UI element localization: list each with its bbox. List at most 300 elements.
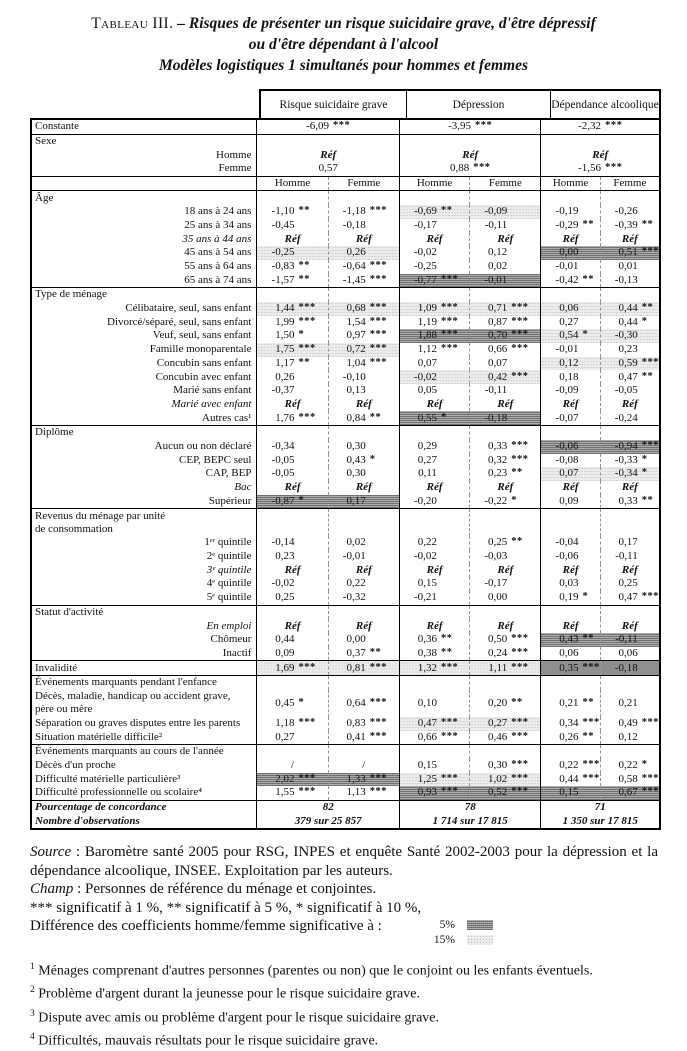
coef-cell: 0,26 bbox=[328, 246, 399, 260]
cell bbox=[399, 191, 469, 205]
row-label: 4ᵉ quintile bbox=[206, 577, 252, 590]
row-label: En emploi bbox=[206, 619, 252, 632]
coef-cell: 0,38 ** bbox=[399, 647, 469, 661]
coef-cell: -0,06 bbox=[541, 440, 600, 454]
row-label: CEP, BEPC seul bbox=[179, 453, 252, 466]
column-group-header-depression: Dépression bbox=[406, 91, 550, 118]
coef-cell: Réf bbox=[257, 619, 328, 633]
legend-row-5pct: 5% bbox=[434, 917, 493, 932]
table-row bbox=[31, 759, 660, 773]
column-group-header-alcool: Dépendance alcoolique bbox=[550, 91, 659, 118]
coef-cell: Réf bbox=[600, 481, 660, 495]
coef-cell: 0,49 *** bbox=[600, 717, 660, 731]
coef-cell: -0,18 bbox=[328, 219, 399, 233]
table-row bbox=[31, 119, 660, 134]
cell bbox=[541, 745, 600, 759]
coef-cell: -0,01 bbox=[328, 550, 399, 564]
coef-cell: -0,26 bbox=[600, 205, 660, 219]
table-row bbox=[31, 815, 660, 830]
column-group-headers bbox=[259, 89, 661, 118]
table-row bbox=[31, 148, 660, 162]
coef-cell: Réf bbox=[470, 481, 541, 495]
row-label: Séparation ou graves disputes entre les parents bbox=[35, 716, 241, 729]
coef-cell: -0,29 ** bbox=[541, 219, 600, 233]
table-row bbox=[31, 191, 660, 205]
coef-cell: -0,07 bbox=[541, 411, 600, 425]
coef-cell: -0,33 * bbox=[600, 454, 660, 468]
summary-cell: 379 sur 25 857 bbox=[257, 815, 399, 830]
coef-cell: 0,59 *** bbox=[600, 357, 660, 371]
cell bbox=[600, 605, 660, 619]
coef-cell: -0,18 bbox=[600, 661, 660, 676]
coef-cell: 0,13 bbox=[328, 384, 399, 398]
coef-cell: 0,19 * bbox=[541, 591, 600, 605]
table-row bbox=[31, 411, 660, 425]
cell bbox=[328, 676, 399, 690]
cell bbox=[257, 745, 328, 759]
summary-cell: 1 714 sur 17 815 bbox=[399, 815, 541, 830]
row-label: Bac bbox=[234, 481, 252, 494]
coef-cell: 1,13 *** bbox=[328, 786, 399, 800]
row-label: Difficulté professionnelle ou scolaire⁴ bbox=[35, 786, 203, 799]
coef-cell: 0,05 bbox=[399, 384, 469, 398]
row-label: Aucun ou non déclaré bbox=[154, 439, 252, 452]
table-row bbox=[31, 219, 660, 233]
coef-cell: -6,09 *** bbox=[257, 119, 399, 134]
coef-cell: Réf bbox=[328, 619, 399, 633]
coef-cell: -0,01 bbox=[541, 343, 600, 357]
row-label: Veuf, seul, sans enfant bbox=[152, 329, 252, 342]
source-note: Source : Baromètre santé 2005 pour RSG, INPES et enquête Santé 2002-2003 pour la dépression et la dépendance alcoolique, INSEE. Exploitation par les auteurs. bbox=[30, 844, 658, 879]
cell bbox=[399, 426, 469, 440]
coef-cell: 2,02 *** bbox=[257, 773, 328, 787]
summary-cell: 1 350 sur 17 815 bbox=[541, 815, 660, 830]
coef-cell: Réf bbox=[600, 564, 660, 578]
coef-cell: Réf bbox=[399, 619, 469, 633]
coef-cell: -0,17 bbox=[399, 219, 469, 233]
table-row bbox=[31, 233, 660, 247]
coef-cell: -0,11 bbox=[600, 633, 660, 647]
section-header: Âge bbox=[31, 191, 257, 205]
coef-cell: Réf bbox=[257, 398, 328, 412]
coef-cell: -0,14 bbox=[257, 536, 328, 550]
cell bbox=[541, 426, 600, 440]
table-row bbox=[31, 467, 660, 481]
coef-cell: -0,22 * bbox=[470, 495, 541, 509]
coef-cell: 1,25 *** bbox=[399, 773, 469, 787]
title-dash: – bbox=[177, 15, 185, 32]
row-label: Marié sans enfant bbox=[173, 384, 252, 397]
row-label: Pourcentage de concordance bbox=[31, 800, 257, 814]
coef-cell: 0,17 bbox=[328, 495, 399, 509]
coef-cell: Réf bbox=[328, 481, 399, 495]
table-row bbox=[31, 384, 660, 398]
subcolumn-header: Homme bbox=[257, 176, 328, 191]
coef-cell: 0,22 bbox=[328, 577, 399, 591]
table-row bbox=[31, 661, 660, 676]
title-line-2: ou d'être dépendant à l'alcool bbox=[248, 36, 439, 53]
cell bbox=[328, 288, 399, 302]
coef-cell: 0,18 bbox=[541, 370, 600, 384]
footnote-1: $^1$ Ménages comprenant d'autres personnes (parentes ou non) que le conjoint ou les enfants éventuels. bbox=[30, 962, 593, 979]
cell bbox=[328, 426, 399, 440]
subcolumn-header: Homme bbox=[399, 176, 469, 191]
table-number: Tableau III. bbox=[91, 15, 174, 32]
row-label: Célibataire, seul, sans enfant bbox=[125, 302, 252, 315]
coef-cell: -0,18 bbox=[470, 411, 541, 425]
coef-cell: Réf bbox=[399, 233, 469, 247]
coef-cell: -2,32 *** bbox=[541, 119, 660, 134]
coef-cell: 0,71 *** bbox=[470, 302, 541, 316]
coef-cell: 0,02 bbox=[470, 260, 541, 274]
cell bbox=[470, 605, 541, 619]
row-label: 65 ans à 74 ans bbox=[184, 273, 252, 286]
coef-cell: Réf bbox=[399, 564, 469, 578]
coef-cell: 1,54 *** bbox=[328, 316, 399, 330]
coef-cell: -0,39 ** bbox=[600, 219, 660, 233]
cell bbox=[257, 134, 399, 148]
summary-cell: 82 bbox=[257, 800, 399, 814]
coef-cell: 0,37 ** bbox=[328, 647, 399, 661]
coef-cell: -0,08 bbox=[541, 454, 600, 468]
coef-cell: -0,19 bbox=[541, 205, 600, 219]
coef-cell: 0,42 *** bbox=[470, 370, 541, 384]
coef-cell: Réf bbox=[470, 398, 541, 412]
table-row bbox=[31, 550, 660, 564]
coef-cell: 0,84 ** bbox=[328, 411, 399, 425]
coef-cell: 0,55 * bbox=[399, 411, 469, 425]
coef-cell: / bbox=[257, 759, 328, 773]
table-row bbox=[31, 162, 660, 176]
coef-cell: 0,87 *** bbox=[470, 316, 541, 330]
summary-cell: 71 bbox=[541, 800, 660, 814]
shading-legend bbox=[434, 917, 493, 947]
coef-cell: 0,58 *** bbox=[600, 773, 660, 787]
coef-cell: 1,88 *** bbox=[399, 329, 469, 343]
coef-cell: -0,32 bbox=[328, 591, 399, 605]
coef-cell: 0,07 bbox=[470, 357, 541, 371]
coef-cell: -0,02 bbox=[399, 550, 469, 564]
table-row bbox=[31, 564, 660, 578]
coef-cell: 0,47 *** bbox=[600, 591, 660, 605]
coef-cell: Réf bbox=[470, 233, 541, 247]
table-row bbox=[31, 176, 660, 191]
cell bbox=[257, 288, 328, 302]
coef-cell: 0,33 *** bbox=[470, 440, 541, 454]
cell bbox=[541, 191, 600, 205]
cell bbox=[399, 509, 469, 537]
table-row bbox=[31, 357, 660, 371]
cell bbox=[470, 288, 541, 302]
table-row bbox=[31, 633, 660, 647]
coef-cell: -0,45 bbox=[257, 219, 328, 233]
coef-cell: 0,06 bbox=[600, 647, 660, 661]
cell bbox=[399, 134, 541, 148]
table-row bbox=[31, 509, 660, 537]
cell bbox=[328, 509, 399, 537]
row-label: Supérieur bbox=[208, 494, 252, 507]
cell bbox=[541, 605, 600, 619]
coef-cell: Réf bbox=[541, 398, 600, 412]
coef-cell: 0,64 *** bbox=[328, 690, 399, 717]
coef-cell: 0,11 bbox=[399, 467, 469, 481]
coef-cell: Réf bbox=[399, 148, 541, 162]
table-row bbox=[31, 495, 660, 509]
coef-cell: 0,22 * bbox=[600, 759, 660, 773]
table-row bbox=[31, 481, 660, 495]
coef-cell: -0,24 bbox=[600, 411, 660, 425]
coef-cell: -0,34 bbox=[257, 440, 328, 454]
coef-cell: -1,18 *** bbox=[328, 205, 399, 219]
table-row bbox=[31, 676, 660, 690]
coef-cell: 0,67 *** bbox=[600, 786, 660, 800]
coef-cell: -0,01 bbox=[470, 274, 541, 288]
coef-cell: -0,09 bbox=[541, 384, 600, 398]
coef-cell: 1,11 *** bbox=[470, 661, 541, 676]
coef-cell: 1,55 *** bbox=[257, 786, 328, 800]
coef-cell: Réf bbox=[328, 233, 399, 247]
table-row bbox=[31, 745, 660, 759]
coef-cell: 0,22 *** bbox=[541, 759, 600, 773]
coef-cell: 0,06 bbox=[541, 302, 600, 316]
footnotes bbox=[30, 958, 670, 1051]
coef-cell: Réf bbox=[600, 398, 660, 412]
subcolumn-header: Femme bbox=[328, 176, 399, 191]
coef-cell: -0,02 bbox=[257, 577, 328, 591]
coef-cell: Réf bbox=[257, 148, 399, 162]
coef-cell: 0,03 bbox=[541, 577, 600, 591]
row-label: Homme bbox=[216, 148, 252, 161]
table-row bbox=[31, 134, 660, 148]
coef-cell: 0,01 bbox=[600, 260, 660, 274]
coef-cell: Réf bbox=[541, 564, 600, 578]
cell bbox=[328, 191, 399, 205]
row-label: Nombre d'observations bbox=[35, 814, 140, 827]
coef-cell: 0,72 *** bbox=[328, 343, 399, 357]
table-row bbox=[31, 426, 660, 440]
table-row bbox=[31, 536, 660, 550]
cell bbox=[600, 191, 660, 205]
coef-cell: Réf bbox=[328, 564, 399, 578]
results-table bbox=[30, 89, 661, 830]
coef-cell: Réf bbox=[600, 233, 660, 247]
coef-cell: 0,23 bbox=[600, 343, 660, 357]
row-label: Décès, maladie, handicap ou accident grave, père ou mère bbox=[35, 690, 231, 716]
coef-cell: 0,15 bbox=[399, 759, 469, 773]
coef-cell: 0,83 *** bbox=[328, 717, 399, 731]
coef-cell: -1,45 *** bbox=[328, 274, 399, 288]
table-notes bbox=[30, 843, 658, 947]
row-label: 25 ans à 34 ans bbox=[184, 218, 252, 231]
table-row bbox=[31, 274, 660, 288]
coef-cell: Réf bbox=[399, 481, 469, 495]
coef-cell: 1,33 *** bbox=[328, 773, 399, 787]
table-row bbox=[31, 731, 660, 745]
cell bbox=[328, 745, 399, 759]
coef-cell: 0,47 ** bbox=[600, 370, 660, 384]
coef-cell: -3,95 *** bbox=[399, 119, 541, 134]
table-row bbox=[31, 605, 660, 619]
coef-cell: 0,30 bbox=[328, 440, 399, 454]
coef-cell: 1,50 * bbox=[257, 329, 328, 343]
significance-note: *** significatif à 1 %, ** significatif à 5 %, * significatif à 10 %, bbox=[30, 899, 422, 916]
coef-cell: 0,27 bbox=[399, 454, 469, 468]
coef-cell: -0,17 bbox=[470, 577, 541, 591]
coef-cell: / bbox=[328, 759, 399, 773]
row-label: Femme bbox=[218, 162, 252, 175]
coef-cell: 1,02 *** bbox=[470, 773, 541, 787]
coef-cell: 0,36 ** bbox=[399, 633, 469, 647]
section-header: Type de ménage bbox=[31, 288, 257, 302]
row-label: 2ᵉ quintile bbox=[206, 550, 252, 563]
coef-cell: -1,10 ** bbox=[257, 205, 328, 219]
coef-cell: 0,34 *** bbox=[541, 717, 600, 731]
subcolumn-header: Femme bbox=[470, 176, 541, 191]
coef-cell: 0,23 ** bbox=[470, 467, 541, 481]
coef-cell: 0,00 bbox=[470, 591, 541, 605]
section-header: Diplôme bbox=[31, 426, 257, 440]
row-label: 5ᵉ quintile bbox=[206, 591, 252, 604]
coef-cell: -0,02 bbox=[399, 370, 469, 384]
subcolumn-header: Homme bbox=[541, 176, 600, 191]
coef-cell: Réf bbox=[470, 619, 541, 633]
coef-cell: 1,75 *** bbox=[257, 343, 328, 357]
row-label: Chômeur bbox=[210, 633, 252, 646]
cell bbox=[600, 745, 660, 759]
coef-cell: Réf bbox=[541, 148, 660, 162]
subcolumn-header: Femme bbox=[600, 176, 660, 191]
coef-cell: 1,09 *** bbox=[399, 302, 469, 316]
cell bbox=[600, 509, 660, 537]
cell bbox=[470, 676, 541, 690]
row-label: Marié avec enfant bbox=[171, 397, 252, 410]
coef-cell: 0,57 bbox=[257, 162, 399, 176]
coef-cell: -0,25 bbox=[399, 260, 469, 274]
column-group-header-rsg: Risque suicidaire grave bbox=[279, 98, 388, 111]
section-header: Événements marquants au cours de l'année bbox=[31, 745, 257, 759]
coef-cell: 0,27 *** bbox=[470, 717, 541, 731]
coef-cell: 1,99 *** bbox=[257, 316, 328, 330]
coef-cell: -0,05 bbox=[600, 384, 660, 398]
coef-cell: -0,01 bbox=[541, 260, 600, 274]
row-label: Constante bbox=[35, 120, 79, 133]
cell bbox=[541, 509, 600, 537]
cell bbox=[470, 745, 541, 759]
coef-cell: Réf bbox=[541, 619, 600, 633]
cell bbox=[470, 509, 541, 537]
coef-cell: Réf bbox=[470, 564, 541, 578]
coef-cell: 0,25 bbox=[257, 591, 328, 605]
cell bbox=[31, 176, 257, 191]
coef-cell: Réf bbox=[541, 481, 600, 495]
table-row bbox=[31, 343, 660, 357]
cell bbox=[257, 605, 328, 619]
table-row bbox=[31, 205, 660, 219]
row-label: Inactif bbox=[222, 646, 252, 659]
footnote-2: $^2$ Problème d'argent durant la jeunesse pour le risque suicidaire grave. bbox=[30, 985, 420, 1003]
cell bbox=[328, 605, 399, 619]
coef-cell: 0,23 bbox=[257, 550, 328, 564]
coef-cell: 0,25 ** bbox=[470, 536, 541, 550]
coef-cell: -0,11 bbox=[470, 384, 541, 398]
title-line-3: Modèles logistiques 1 simultanés pour hommes et femmes bbox=[158, 57, 528, 74]
coef-cell: -0,11 bbox=[600, 550, 660, 564]
coef-cell: 0,97 *** bbox=[328, 329, 399, 343]
coef-cell: 0,26 ** bbox=[541, 731, 600, 745]
row-label: 35 ans à 44 ans bbox=[182, 232, 252, 245]
coef-cell: 1,12 *** bbox=[399, 343, 469, 357]
coef-cell: 0,66 *** bbox=[399, 731, 469, 745]
coef-cell: -0,64 *** bbox=[328, 260, 399, 274]
coef-cell: -0,20 bbox=[399, 495, 469, 509]
coef-cell: 0,54 * bbox=[541, 329, 600, 343]
table-row bbox=[31, 690, 660, 717]
difference-note: Différence des coefficients homme/femme significative à : 5% 15% bbox=[30, 917, 658, 947]
coef-cell: -0,37 bbox=[257, 384, 328, 398]
row-label: Concubin sans enfant bbox=[156, 356, 252, 369]
cell bbox=[600, 288, 660, 302]
coef-cell: 0,25 bbox=[600, 577, 660, 591]
coef-cell: 0,47 *** bbox=[399, 717, 469, 731]
row-label: Situation matérielle difficile² bbox=[35, 730, 163, 743]
table-row bbox=[31, 773, 660, 787]
coef-cell: 0,17 bbox=[600, 536, 660, 550]
row-label: CAP, BEP bbox=[205, 467, 252, 480]
row-label: Famille monoparentale bbox=[149, 343, 252, 356]
coef-cell: -0,05 bbox=[257, 454, 328, 468]
cell bbox=[399, 288, 469, 302]
coef-cell: 0,12 bbox=[541, 357, 600, 371]
coef-cell: -0,05 bbox=[257, 467, 328, 481]
coef-cell: 0,22 bbox=[399, 536, 469, 550]
table-row bbox=[31, 288, 660, 302]
row-label: Difficulté matérielle particulière³ bbox=[35, 772, 181, 785]
coefficients-table bbox=[30, 118, 661, 830]
table-row bbox=[31, 619, 660, 633]
coef-cell: -0,94 *** bbox=[600, 440, 660, 454]
table-row bbox=[31, 577, 660, 591]
coef-cell: 0,21 bbox=[600, 690, 660, 717]
row-label: 1ᵉʳ quintile bbox=[204, 536, 252, 549]
coef-cell: 0,15 bbox=[541, 786, 600, 800]
coef-cell: 0,81 *** bbox=[328, 661, 399, 676]
coef-cell: 0,32 *** bbox=[470, 454, 541, 468]
coef-cell: Réf bbox=[600, 619, 660, 633]
footnote-4: $^4$ Difficultés, mauvais résultats pour le risque suicidaire grave. bbox=[30, 1031, 379, 1049]
section-header: Revenus du ménage par unité de consommation bbox=[31, 509, 257, 537]
coef-cell: 1,76 *** bbox=[257, 411, 328, 425]
cell bbox=[257, 509, 328, 537]
row-label: Invalidité bbox=[31, 661, 257, 676]
table-row bbox=[31, 316, 660, 330]
coef-cell: 0,33 ** bbox=[600, 495, 660, 509]
coef-cell: 1,04 *** bbox=[328, 357, 399, 371]
coef-cell: 0,00 bbox=[541, 246, 600, 260]
section-header: Événements marquants pendant l'enfance bbox=[31, 676, 257, 690]
row-label: Autres cas¹ bbox=[202, 411, 252, 424]
coef-cell: 1,32 *** bbox=[399, 661, 469, 676]
table-row bbox=[31, 370, 660, 384]
cell bbox=[257, 426, 328, 440]
coef-cell: -0,03 bbox=[470, 550, 541, 564]
coef-cell: Réf bbox=[399, 398, 469, 412]
cell bbox=[541, 676, 600, 690]
table-row bbox=[31, 302, 660, 316]
coef-cell: Réf bbox=[257, 233, 328, 247]
table-row bbox=[31, 329, 660, 343]
coef-cell: 0,15 bbox=[399, 577, 469, 591]
page-title bbox=[0, 0, 687, 76]
